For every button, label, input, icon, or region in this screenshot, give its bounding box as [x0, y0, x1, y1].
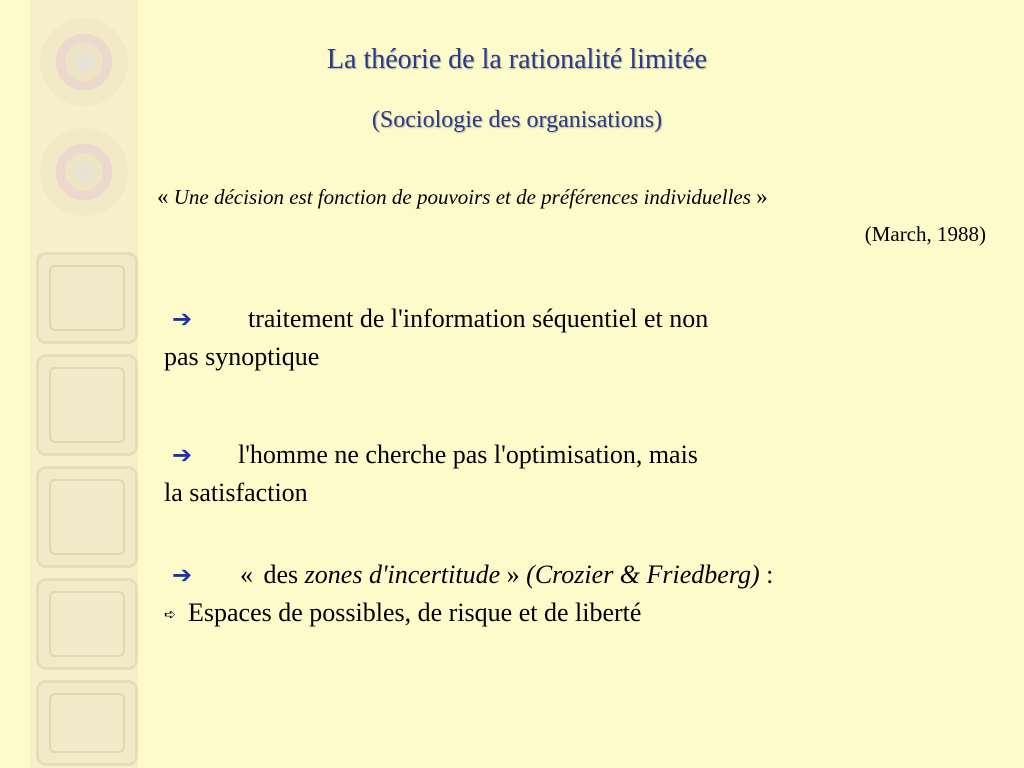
point-text: traitement de l'information séquentiel et non: [248, 304, 709, 333]
quote-open: «: [157, 184, 169, 209]
decorative-tile: [36, 252, 138, 344]
authors: (Crozier & Friedberg): [526, 560, 760, 589]
point-text-continued: la satisfaction: [164, 478, 308, 507]
decorative-flower: [40, 128, 128, 216]
colon: :: [766, 560, 774, 589]
quote-text: Une décision est fonction de pouvoirs et de préférences individuelles: [173, 185, 751, 209]
decorative-tile: [36, 680, 138, 766]
bullet-point: [164, 436, 864, 512]
point-text: l'homme ne cherche pas l'optimisation, mais: [238, 440, 698, 469]
close-guillemet: »: [506, 560, 520, 589]
quote: [157, 184, 768, 210]
decorative-tile: [36, 578, 138, 670]
bullet-point: [164, 556, 964, 634]
arrow-right-icon: ➔: [172, 561, 193, 589]
slide-title: La théorie de la rationalité limitée: [326, 44, 708, 75]
quote-close: »: [756, 184, 768, 209]
point-text-continued: pas synoptique: [164, 342, 320, 371]
sub-arrow-icon: ➪: [164, 607, 176, 624]
open-guillemet: «: [240, 560, 253, 589]
bullet-point: [164, 300, 864, 376]
point-text-continued: Espaces de possibles, de risque et de liberté: [188, 598, 642, 627]
point-text: des: [263, 560, 299, 589]
arrow-right-icon: ➔: [172, 305, 193, 333]
zones-term: zones d'incertitude: [304, 560, 501, 589]
slide-subtitle: (Sociologie des organisations): [371, 107, 663, 133]
decorative-tile: [36, 466, 138, 568]
decorative-tile: [36, 354, 138, 456]
arrow-right-icon: ➔: [172, 441, 193, 469]
quote-attribution: (March, 1988): [864, 222, 986, 246]
